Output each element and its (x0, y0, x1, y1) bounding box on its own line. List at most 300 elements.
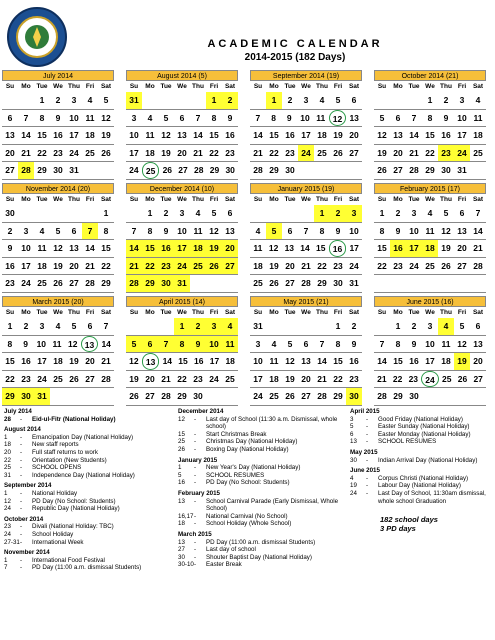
day-cell: 18 (53, 356, 63, 366)
event-date: 27 (178, 546, 185, 554)
week-row (250, 353, 362, 371)
day-cell: 5 (103, 95, 109, 105)
day-cell: 30 (441, 165, 451, 175)
day-cell (346, 162, 362, 179)
day-cell: 6 (395, 112, 401, 123)
day-cell: 27 (5, 165, 15, 175)
day-cell: 1 (147, 208, 153, 218)
day-cell: 14 (317, 356, 327, 366)
day-cell: 21 (126, 258, 142, 275)
day-cell (206, 275, 222, 292)
day-cell: 28 (194, 165, 204, 175)
day-cell: 24 (21, 278, 31, 288)
day-cell: 2 (443, 95, 449, 105)
event-text: Orientation (New Students) (32, 456, 107, 464)
day-cell: 19 (206, 240, 222, 257)
weekday-label: Thu (192, 83, 204, 90)
weekday-label: Tue (408, 196, 420, 203)
day-cell (250, 92, 266, 109)
event-text: Christmas Day (National Holiday) (206, 438, 298, 446)
month-title: December 2014 (10) (126, 183, 238, 194)
day-cell: 23 (225, 147, 235, 158)
day-cell: 1 (335, 321, 341, 331)
event-line (178, 446, 343, 454)
day-cell: 18 (85, 130, 95, 140)
day-cell: 23 (5, 278, 15, 288)
day-cell: 19 (333, 130, 343, 140)
event-dash: - (194, 497, 197, 505)
event-text: School Carnival Parade (Early Dismissal, Whole School) (206, 497, 339, 513)
month-title: October 2014 (21) (374, 70, 486, 81)
event-line (350, 475, 492, 483)
event-date: 31 (4, 471, 11, 479)
day-cell: 19 (161, 147, 171, 158)
weekday-header (374, 194, 486, 205)
day-cell: 25 (473, 147, 483, 158)
month-title: August 2014 (5) (126, 70, 238, 81)
day-cell: 21 (101, 356, 111, 366)
week-row (2, 258, 114, 276)
day-cell: 15 (269, 130, 279, 140)
weekday-label: Thu (192, 309, 204, 316)
day-cell: 3 (303, 95, 309, 105)
day-cell: 5 (287, 338, 293, 349)
day-cell: 8 (174, 336, 190, 353)
notes-month-heading: July 2014 (4, 408, 32, 415)
day-cell: 3 (131, 112, 137, 123)
week-row (374, 162, 486, 180)
day-cell (422, 275, 438, 292)
day-cell: 22 (377, 260, 387, 271)
event-line (4, 490, 169, 498)
school-crest-logo (6, 6, 68, 68)
weekday-label: Thu (68, 196, 80, 203)
day-cell: 30 (285, 165, 295, 175)
day-cell: 1 (7, 321, 13, 331)
month-row (0, 296, 495, 406)
weekday-label: Su (129, 309, 139, 316)
day-cell: 27 (393, 165, 403, 175)
day-cell (250, 205, 266, 222)
day-cell: 29 (317, 278, 327, 288)
weekday-label: Tue (408, 309, 420, 316)
event-text: Emancipation Day (National Holiday) (32, 433, 134, 441)
day-cell: 14 (409, 130, 419, 140)
day-cell (158, 92, 174, 109)
notes-month-heading: April 2015 (350, 408, 380, 415)
day-cell: 18 (145, 147, 155, 158)
month-title: May 2015 (21) (250, 296, 362, 307)
day-cell: 29 (37, 165, 47, 175)
week-row (2, 353, 114, 371)
event-line (178, 498, 343, 513)
day-cell: 19 (377, 147, 387, 158)
event-dash: - (366, 482, 369, 490)
day-cell: 21 (253, 147, 263, 158)
event-date: 28 (4, 415, 11, 423)
day-cell: 6 (142, 336, 158, 353)
event-text: Start Christmas Break (206, 430, 267, 438)
day-cell: 9 (227, 112, 233, 123)
day-cell: 20 (85, 356, 95, 366)
day-cell: 18 (441, 356, 451, 366)
week-row (126, 240, 238, 258)
day-cell (2, 92, 18, 109)
day-cell: 8 (211, 112, 217, 123)
day-cell (390, 92, 406, 109)
day-cell: 13 (225, 225, 235, 236)
day-cell: 17 (301, 130, 311, 140)
day-cell: 23 (333, 260, 343, 271)
event-date: 5 (350, 423, 354, 431)
day-cell: 4 (438, 318, 454, 335)
event-date: 7 (4, 564, 8, 572)
week-row (374, 110, 486, 128)
day-cell (374, 275, 390, 292)
month-calendar (374, 70, 486, 180)
week-row (126, 92, 238, 110)
weekday-label: Tue (36, 196, 48, 203)
day-cell: 2 (55, 95, 61, 105)
week-row (2, 336, 114, 354)
event-date: 30 (178, 553, 185, 561)
event-text: Last day of school (206, 546, 256, 554)
day-cell: 5 (163, 112, 169, 123)
event-line (4, 464, 169, 472)
month-title: January 2015 (19) (250, 183, 362, 194)
event-date: 26 (178, 445, 185, 453)
week-row (250, 145, 362, 163)
day-cell: 22 (269, 147, 279, 158)
day-cell: 14 (377, 356, 387, 366)
day-cell: 31 (34, 388, 50, 405)
day-cell: 2 (190, 318, 206, 335)
day-cell: 11 (145, 130, 155, 140)
weekday-label: Sat (100, 83, 112, 90)
notes-month-heading: September 2014 (4, 482, 52, 490)
event-dash: - (20, 497, 23, 505)
day-cell: 10 (409, 225, 419, 236)
day-cell: 31 (457, 165, 467, 175)
day-cell: 13 (81, 336, 99, 353)
day-cell: 12 (68, 338, 78, 349)
event-dash: - (194, 512, 197, 520)
day-cell: 25 (37, 278, 47, 288)
day-cell: 8 (319, 225, 325, 236)
day-cell: 15 (316, 243, 326, 253)
event-date: 18 (178, 520, 185, 528)
month-calendar (250, 183, 362, 293)
day-cell: 5 (335, 95, 341, 105)
event-date: 24 (350, 489, 357, 497)
day-cell: 2 (7, 225, 13, 236)
day-cell: 7 (103, 321, 109, 331)
day-cell (142, 92, 158, 109)
day-cell (50, 388, 66, 405)
day-cell: 19 (69, 356, 79, 366)
week-row (250, 162, 362, 180)
day-cell: 9 (23, 338, 28, 349)
day-cell: 20 (5, 147, 15, 158)
day-cell: 3 (346, 205, 362, 222)
week-row (374, 353, 486, 371)
weekday-label: Thu (68, 83, 80, 90)
day-cell: 15 (393, 356, 403, 366)
week-row (2, 205, 114, 223)
day-cell: 7 (195, 112, 201, 123)
day-cell: 30 (409, 391, 419, 401)
weekday-label: Thu (440, 196, 452, 203)
event-date: 1 (178, 464, 182, 472)
weekday-label: Su (377, 196, 387, 203)
notes-column-1 (4, 408, 169, 572)
event-date: 12 (4, 497, 11, 505)
day-cell: 5 (126, 336, 142, 353)
day-cell: 13 (473, 338, 483, 349)
day-cell: 12 (268, 243, 279, 253)
day-cell: 23 (408, 373, 419, 384)
month-calendar (126, 296, 238, 406)
weekday-label: Su (129, 83, 139, 90)
day-cell: 18 (317, 130, 327, 140)
day-cell: 16 (225, 130, 235, 140)
day-cell: 22 (101, 260, 111, 271)
weekday-label: Su (5, 83, 15, 90)
day-cell: 9 (351, 338, 357, 349)
day-cell: 8 (7, 338, 13, 349)
day-cell: 20 (473, 356, 483, 366)
week-row (374, 92, 486, 110)
event-dash: - (194, 561, 197, 569)
event-text: Full staff returns to work (32, 448, 98, 456)
day-cell (374, 318, 390, 335)
day-cell: 8 (427, 112, 433, 123)
day-cell: 1 (174, 318, 190, 335)
day-cell: 6 (459, 208, 465, 218)
day-cell: 17 (349, 243, 359, 253)
week-row (250, 258, 362, 276)
week-row (126, 371, 238, 389)
weekday-label: Tue (160, 309, 172, 316)
day-cell: 4 (87, 95, 93, 105)
weekday-label: Sat (472, 196, 484, 203)
week-row (126, 223, 238, 241)
weekday-label: Mo (145, 196, 155, 203)
day-cell: 2 (395, 208, 401, 218)
day-cell: 21 (317, 373, 327, 384)
day-cell: 25 (425, 260, 435, 271)
event-line (178, 416, 343, 431)
day-cell (470, 388, 486, 405)
month-title: July 2014 (2, 70, 114, 81)
weekday-label: Mo (21, 83, 31, 90)
event-date: 27-31 (4, 538, 20, 546)
day-cell (174, 92, 190, 109)
day-cell: 13 (177, 130, 187, 140)
event-text: National Holiday (32, 489, 78, 497)
weekday-header (126, 307, 238, 318)
weekday-label: Fri (209, 309, 219, 316)
day-cell: 18 (225, 356, 235, 366)
day-cell: 12 (129, 356, 139, 366)
day-cell: 3 (39, 321, 45, 331)
event-line (178, 539, 343, 547)
event-line (350, 431, 492, 439)
day-cell: 10 (69, 112, 79, 123)
weekday-label: Mo (145, 309, 155, 316)
week-row (374, 336, 486, 354)
event-dash: - (20, 441, 23, 449)
event-line (350, 482, 492, 490)
day-cell: 30 (225, 165, 235, 175)
day-cell: 15 (333, 356, 343, 366)
weekday-label: Fri (85, 196, 95, 203)
day-cell (454, 388, 470, 405)
day-cell: 7 (82, 223, 98, 240)
event-line (350, 490, 492, 505)
day-cell: 16 (5, 260, 15, 271)
day-cell: 31 (69, 165, 79, 175)
event-dash: - (194, 546, 197, 554)
day-cell: 9 (190, 336, 206, 353)
day-cell: 22 (392, 373, 403, 384)
event-line (350, 457, 492, 465)
day-cell: 21 (409, 147, 419, 158)
weekday-label: Sat (100, 196, 112, 203)
event-date: 23 (4, 523, 11, 531)
day-cell: 4 (475, 95, 481, 105)
event-line (178, 464, 343, 472)
day-cell: 10 (177, 225, 187, 236)
week-row (2, 92, 114, 110)
day-cell: 7 (379, 338, 385, 349)
week-row (374, 127, 486, 145)
day-cell (374, 92, 390, 109)
weekday-label: Su (129, 196, 139, 203)
event-line (178, 479, 343, 487)
day-cell: 21 (161, 373, 171, 384)
day-cell: 16 (158, 240, 174, 257)
event-line (4, 557, 169, 565)
event-line (4, 564, 169, 572)
week-row (250, 223, 362, 241)
event-line (4, 434, 169, 442)
event-dash: - (20, 530, 23, 538)
day-cell: 28 (161, 391, 171, 401)
day-cell: 12 (377, 130, 387, 140)
day-cell: 23 (21, 373, 31, 384)
weekday-header (374, 307, 486, 318)
event-text: PD Day (11:00 a.m. dismissal Students) (206, 538, 316, 546)
day-cell: 12 (101, 112, 111, 123)
day-cell: 2 (351, 321, 357, 331)
weekday-label: Fri (457, 309, 467, 316)
day-cell: 24 (37, 373, 47, 384)
weekday-label: Fri (333, 309, 343, 316)
day-cell: 14 (162, 356, 173, 366)
day-cell: 6 (71, 225, 77, 236)
day-cell: 1 (314, 205, 330, 222)
week-row (126, 110, 238, 128)
event-line (350, 416, 492, 424)
event-line (350, 438, 492, 446)
weekday-label: We (425, 196, 435, 203)
day-cell: 2 (163, 208, 169, 218)
day-cell: 26 (53, 278, 63, 288)
day-cell (266, 318, 282, 335)
weekday-label: Thu (440, 309, 452, 316)
day-cell: 23 (438, 145, 454, 162)
week-row (250, 336, 362, 354)
event-date: 22 (4, 456, 11, 464)
day-cell: 9 (7, 243, 13, 253)
notes-column-3 (350, 408, 492, 533)
day-cell: 20 (301, 373, 311, 384)
event-dash: - (20, 433, 23, 441)
day-cell: 20 (177, 147, 187, 158)
event-dash: - (20, 564, 23, 572)
day-cell: 18 (269, 373, 279, 384)
day-cell: 15 (37, 130, 47, 140)
weekday-label: We (53, 196, 63, 203)
day-cell: 1 (39, 95, 45, 105)
day-cell: 13 (457, 225, 467, 236)
day-cell: 23 (158, 258, 174, 275)
day-cell (50, 205, 66, 222)
day-cell: 12 (329, 110, 347, 127)
day-cell: 10 (349, 225, 359, 236)
day-cell: 28 (377, 391, 387, 401)
day-cell: 14 (101, 338, 111, 349)
notes-month-heading: October 2014 (4, 515, 44, 523)
weekday-label: Sat (224, 83, 236, 90)
weekday-label: Mo (145, 83, 155, 90)
event-date: 19 (350, 482, 357, 490)
day-cell (314, 162, 330, 179)
day-cell: 29 (177, 391, 187, 401)
week-row (250, 388, 362, 406)
day-cell: 30 (53, 165, 63, 175)
event-dash: - (20, 471, 23, 479)
day-cell (126, 205, 142, 222)
event-date: 30 (350, 456, 357, 464)
day-cell: 22 (177, 373, 187, 384)
day-cell: 7 (158, 336, 174, 353)
day-cell: 15 (5, 356, 15, 366)
day-cell: 21 (301, 260, 311, 271)
month-title: June 2015 (16) (374, 296, 486, 307)
weekday-label: Thu (316, 83, 328, 90)
week-row (250, 205, 362, 223)
week-row (250, 318, 362, 336)
event-line (178, 554, 343, 562)
day-cell: 11 (269, 356, 279, 366)
day-cell: 6 (227, 208, 233, 218)
day-cell (142, 318, 158, 335)
day-cell: 25 (253, 278, 263, 288)
day-cell: 4 (39, 225, 45, 236)
day-cell: 9 (443, 112, 449, 123)
week-row (2, 223, 114, 241)
day-cell: 12 (441, 225, 451, 236)
day-cell: 5 (266, 223, 282, 240)
weekday-label: Tue (160, 196, 172, 203)
event-text: Boxing Day (National Holiday) (206, 445, 289, 453)
week-row (2, 110, 114, 128)
month-title: February 2015 (17) (374, 183, 486, 194)
day-cell: 14 (21, 130, 31, 140)
weekday-label: Thu (192, 196, 204, 203)
